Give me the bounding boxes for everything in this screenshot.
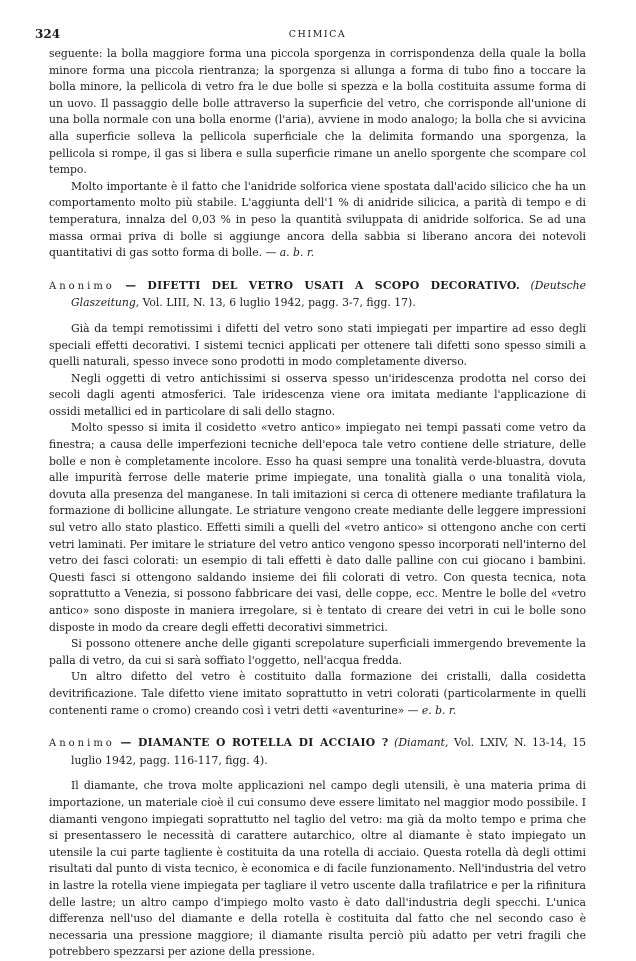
author: Anonimo xyxy=(49,738,115,750)
article-title: — DIFETTI DEL VETRO USATI A SCOPO DECORATIVO. xyxy=(125,278,521,292)
article-title: — DIAMANTE O ROTELLA DI ACCIAIO ? xyxy=(120,736,389,750)
citation-details: Vol. LIII, N. 13, 6 luglio 1942, pagg. 3-7, figg. 17). xyxy=(142,296,416,310)
author-initials: — a. b. r. xyxy=(265,246,315,260)
author-initials: — e. b. r. xyxy=(407,703,457,717)
body-paragraph: Il diamante, che trova molte applicazioni nel campo degli utensili, è una materia prima di importazione, un materiale cioè il cui consumo deve essere limitato nel maggior modo possibile. I diamanti vengono impiegati soprattutto nel taglio del vetro: ma già da molto tempo e prima che si presentassero le necessità di carattere autarchico, oltre al diamante è stato impiegato un utensile la cui parte tagliente è costituita da una rotella di acciaio. Questa rotella dà degli ottimi risultati dal punto di vista tecnico, è economica e di facile funzionamento. Nell'industria del vetro in lastre la rotella viene impiegata per tagliare il vetro uscente dalla trafilatrice e per la rifinitura delle lastre; un altro campo d'impiego molto vasto è dato dall'industria degli specchi. L'unica differenza nell'uso del diamante e della rotella è costituita dal fatto che nel secondo caso è necessaria una pressione maggiore; il diamante risulta perciò più adatto per vetri fragili che potrebbero spezzarsi per azione della pressione. xyxy=(49,779,586,959)
citation-details: Vol. LXIV, N. 13-14, 15 luglio 1942, pagg. 116-117, figg. 4). xyxy=(71,736,586,767)
body-paragraph: Un altro difetto del vetro è costituito dalla formazione dei cristalli, dalla cosidetta devitrificazione. Tale difetto viene imitato soprattutto in vetri colorati (particolarmente in quelli contenenti rame o cromo) creando così i vetri detti «aventurine» — e. b. r. xyxy=(49,670,586,717)
author: Anonimo xyxy=(49,280,115,292)
body-paragraph: Si possono ottenere anche delle giganti screpolature superficiali immergendo brevemente la palla di vetro, da cui si sarà soffiato l'oggetto, nell'acqua fredda. xyxy=(49,637,586,667)
journal-name: (Deutsche Glaszeitung, xyxy=(71,278,586,310)
body-paragraph: Molto importante è il fatto che l'anidride solforica viene spostata dall'acido silicico che ha un comportamento molto più stabile. L'aggiunta dell'1 % di anidride silicica, a parità di tempo e di temperatura, innalza del 0,03 % in peso la quantità sviluppata di anidride solforica. Se ad una massa ormai priva di bolle si aggiunge ancora della sabbia si liberano ancora dei notevoli quantitativi di gas sotto forma di bolle. — a. b. r. xyxy=(49,179,586,260)
running-head xyxy=(35,26,586,46)
running-title: CHIMICA xyxy=(288,29,347,40)
continued-abstract xyxy=(49,46,586,262)
article-citation xyxy=(49,278,586,312)
journal-name: (Diamant, xyxy=(394,736,449,750)
body-paragraph: seguente: la bolla maggiore forma una piccola sporgenza in corrispondenza della quale la bolla minore forma una piccola rientranza; la sporgenza si allunga a forma di tubo fino a toccare la bolla minore, la pellicola di vetro fra le due bolle si spezza e la bolla costituita assume forma di un uovo. Il passaggio delle bolle attraverso la superficie del vetro, che corrisponde all'unione di una bolla normale con una bolla enorme (l'aria), avviene in modo analogo; la bolla che si avvicina alla superficie solleva la pellicola superficiale che la delimita formando una sporgenza, la pellicola si rompe, il gas si libera e sulla superficie rimane un anello sporgente che scompare col tempo. xyxy=(49,47,586,177)
abstract-entry xyxy=(49,735,586,961)
abstract-entry xyxy=(49,278,586,719)
body-paragraph: Negli oggetti di vetro antichissimi si osserva spesso un'iridescenza prodotta nel corso dei secoli dagli agenti atmosferici. Tale iridescenza viene ora imitata mediante l'applicazione di ossidi metallici ed in particolare di sali dello stagno. xyxy=(49,371,586,418)
body-paragraph: Molto spesso si imita il cosidetto «vetro antico» impiegato nei tempi passati come vetro da finestra; a causa delle imperfezioni tecniche dell'epoca tale vetro contiene delle striature, delle bolle e non è completamente incolore. Esso ha quasi sempre una tonalità verde-bluastra, dovuta alle impurità ferrose delle materie prime impiegate, una tonalità gialla o una tonalità viola, dovuta alla presenza del manganese. In tali imitazioni si cerca di ottenere mediante trafilatura la formazione di bollicine allungate. Le striature vengono create mediante delle leggere impressioni sul vetro allo stato plastico. Effetti simili a quelli del «vetro antico» si ottengono anche con certi vetri laminati. Per imitare le striature del vetro antico vengono spesso incorporati nell'interno del vetro dei fasci colorati: un esempio di tali effetti è dato dalle palline con cui giocano i bambini. Questi fasci si ottengono saldando insieme dei fili colorati di vetro. Con questa tecnica, nota soprattutto a Venezia, si possono fabbricare dei vasi, delle coppe, ecc. Mentre le bolle del «vetro antico» sono disposte in maniera irregolare, si è tentato di creare dei vetri in cui le bolle sono disposte in modo da creare degli effetti decorativi simmetrici. xyxy=(49,421,586,634)
article-citation xyxy=(49,735,586,769)
body-paragraph: Già da tempi remotissimi i difetti del vetro sono stati impiegati per impartire ad esso degli speciali effetti decorativi. I sistemi tecnici applicati per ottenere tali difetti sono spesso simili a quelli naturali, spesso invece sono prodotti in modo completamente diverso. xyxy=(49,321,586,369)
page-number: 324 xyxy=(35,27,61,41)
